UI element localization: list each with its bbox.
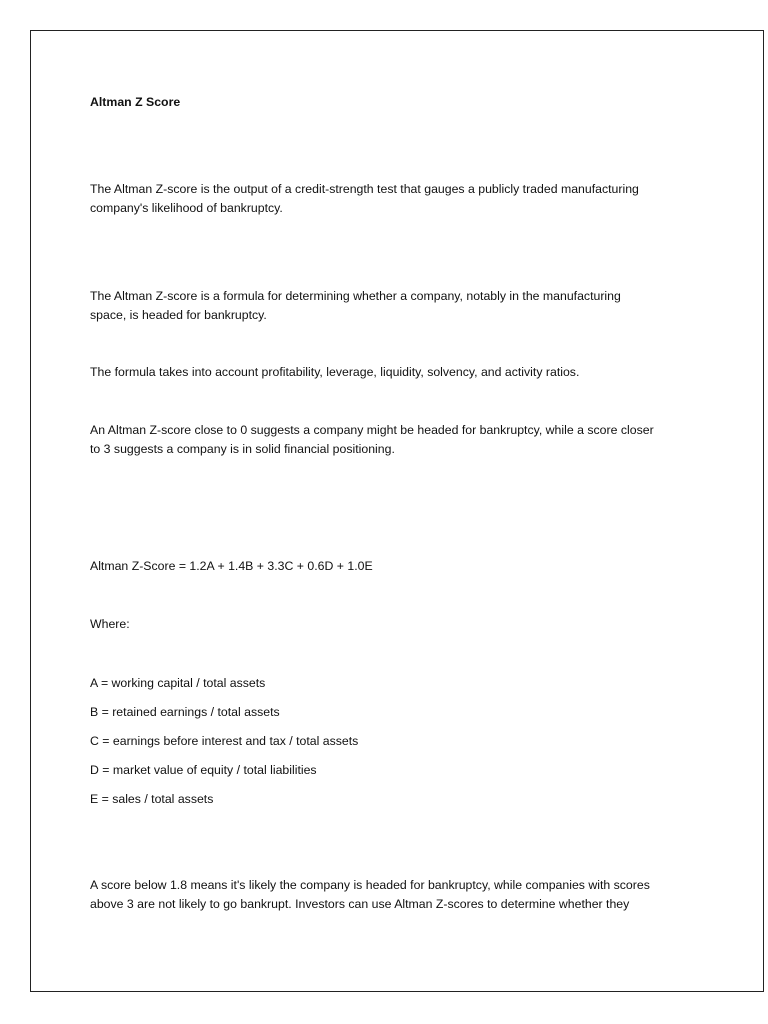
- variable-d: D = market value of equity / total liabilities: [90, 763, 317, 777]
- document-page: [30, 30, 764, 992]
- intro-line-1: The Altman Z-score is the output of a credit-strength test that gauges a publicly traded manufacturing: [90, 182, 639, 196]
- definition-line-2: space, is headed for bankruptcy.: [90, 308, 267, 322]
- formula-line: Altman Z-Score = 1.2A + 1.4B + 3.3C + 0.6D + 1.0E: [90, 559, 373, 573]
- document-title: Altman Z Score: [90, 95, 181, 109]
- intro-line-2: company's likelihood of bankruptcy.: [90, 201, 283, 215]
- variable-b: B = retained earnings / total assets: [90, 705, 280, 719]
- where-label: Where:: [90, 617, 130, 631]
- interpretation-line-2: to 3 suggests a company is in solid financial positioning.: [90, 442, 395, 456]
- variable-a: A = working capital / total assets: [90, 676, 266, 690]
- conclusion-line-2: above 3 are not likely to go bankrupt. Investors can use Altman Z-scores to determine whether they: [90, 897, 630, 911]
- definition-line-1: The Altman Z-score is a formula for determining whether a company, notably in the manufacturing: [90, 289, 621, 303]
- interpretation-line-1: An Altman Z-score close to 0 suggests a company might be headed for bankruptcy, while a score closer: [90, 423, 654, 437]
- variable-e: E = sales / total assets: [90, 792, 214, 806]
- conclusion-line-1: A score below 1.8 means it's likely the company is headed for bankruptcy, while companies with scores: [90, 878, 650, 892]
- variable-c: C = earnings before interest and tax / total assets: [90, 734, 359, 748]
- factors-paragraph: The formula takes into account profitability, leverage, liquidity, solvency, and activity ratios.: [90, 365, 580, 379]
